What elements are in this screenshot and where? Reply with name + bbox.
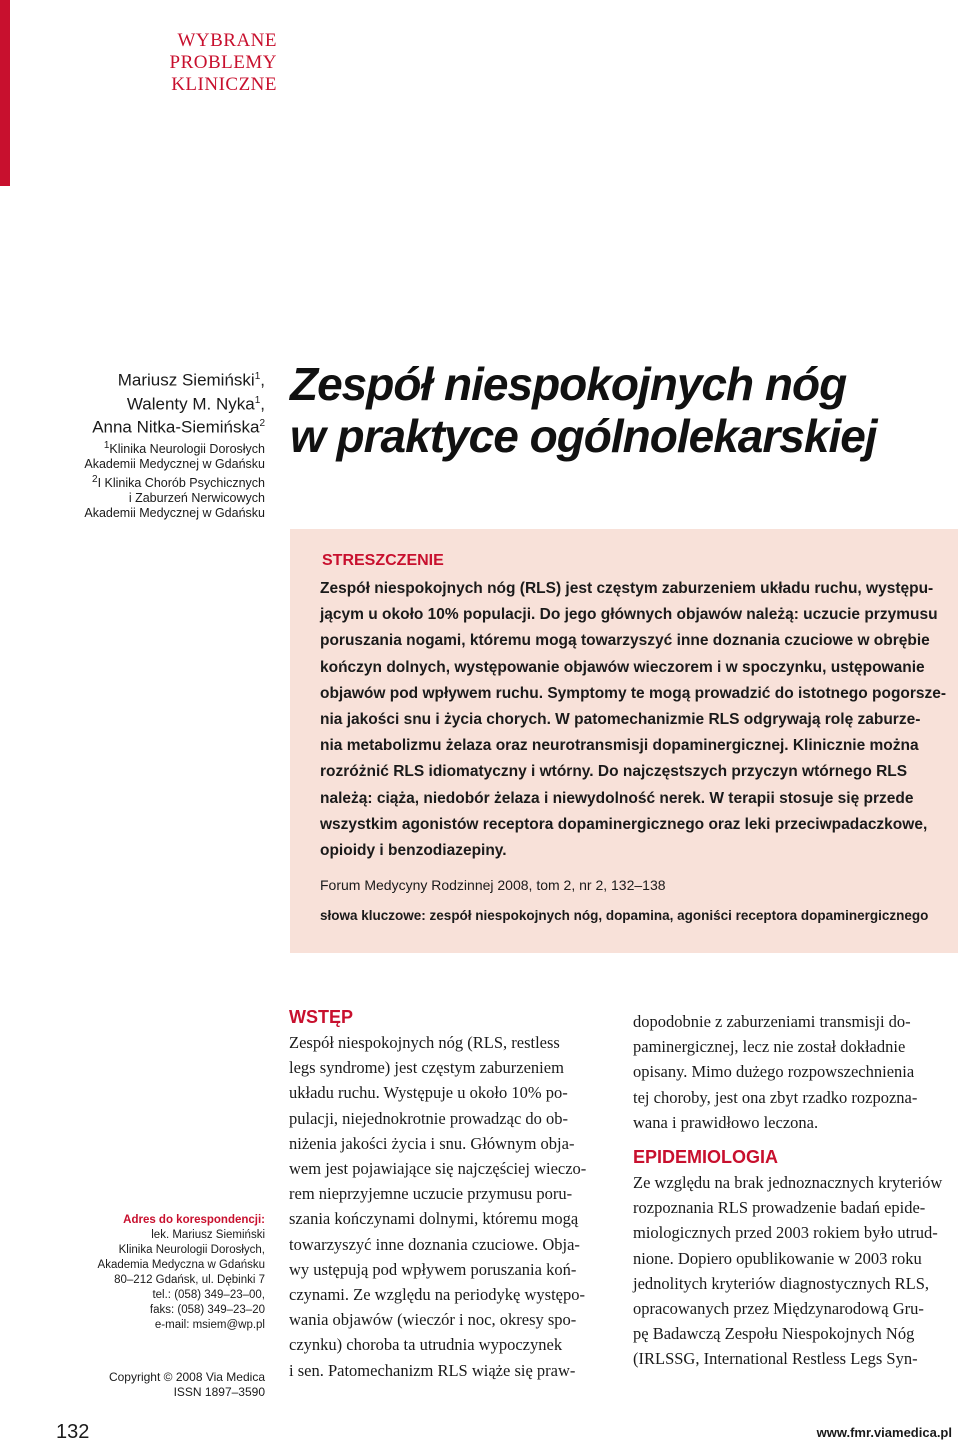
title-line: Zespół niespokojnych nóg [290, 358, 847, 410]
body-line: układu ruchu. Występuje u około 10% po- [289, 1083, 568, 1103]
affiliation-line: Akademii Medycznej w Gdańsku [84, 506, 265, 521]
body-line: i sen. Patomechanizm RLS wiąże się praw- [289, 1360, 576, 1380]
body-line: legs syndrome) jest częstym zaburzeniem [289, 1058, 564, 1078]
body-line: rozpoznania RLS prowadzenie badań epide- [633, 1198, 926, 1218]
body-line: czynami. Ze względu na periodykę występo- [289, 1285, 585, 1305]
affiliation-line: i Zaburzeń Nerwicowych [128, 491, 265, 506]
body-line: pę Badawczą Zespołu Niespokojnych Nóg [633, 1324, 915, 1344]
section-heading-epidemiologia: EPIDEMIOLOGIA [633, 1147, 779, 1168]
title-line: w praktyce ogólnolekarskiej [290, 410, 877, 462]
correspondence-email: e-mail: msiem@wp.pl [154, 1319, 265, 1331]
copyright-line: Copyright © 2008 Via Medica [108, 1370, 265, 1384]
correspondence-line: lek. Mariusz Siemiński [151, 1229, 265, 1241]
section-label-line: WYBRANE [177, 30, 277, 51]
body-column-2 [633, 1009, 959, 1372]
article-title [290, 358, 930, 462]
body-line: opisany. Mimo dużego rozpowszechnienia [633, 1062, 915, 1082]
section-label-line: KLINICZNE [171, 74, 277, 95]
body-line: rem nieprzyjemne uczucie przymusu poru- [289, 1184, 573, 1204]
correspondence-line: Klinika Neurologii Dorosłych, [118, 1244, 265, 1256]
keywords-label: słowa kluczowe: [320, 908, 426, 923]
body-line: dopodobnie z zaburzeniami transmisji do- [633, 1012, 911, 1031]
keywords-list: zespół niespokojnych nóg, dopamina, agoniści receptora dopaminergicznego [429, 908, 929, 923]
abstract-line: należą: ciąża, niedobór żelaza i niewydolność nerek. W terapii stosuje się przede [320, 789, 914, 807]
body-line: opracowanych przez Międzynarodową Gru- [633, 1299, 924, 1319]
abstract-line: nia jakości snu i życia chorych. W patomechanizmie RLS odgrywają rolę zaburze- [320, 711, 921, 729]
body-line: Zespół niespokojnych nóg (RLS, restless [289, 1033, 560, 1052]
author-line: Mariusz Siemiński$^1$, [117, 370, 265, 390]
correspondence-line: 80–212 Gdańsk, ul. Dębinki 7 [114, 1274, 265, 1286]
body-line: paminergicznej, lecz nie został dokładnie [633, 1037, 906, 1057]
section-label [140, 30, 277, 96]
keywords [320, 908, 928, 923]
section-label-line: PROBLEMY [169, 52, 277, 73]
abstract-line: jącym u około 10% populacji. Do jego głównych objawów należą: uczucie przymusu [320, 606, 938, 624]
body-line: (IRLSSG, International Restless Legs Syn- [633, 1349, 918, 1369]
author-line: Anna Nitka-Siemińska$^2$ [92, 417, 265, 437]
body-column-1 [289, 1005, 615, 1383]
body-line: pulacji, niejednokrotnie prowadząc do ob- [289, 1108, 569, 1128]
body-line: towarzyszyć inne doznania czuciowe. Obja- [289, 1234, 580, 1254]
author-line: Walenty M. Nyka$^1$, [126, 394, 265, 414]
body-line: nione. Dopiero opublikowanie w 2003 roku [633, 1248, 922, 1268]
abstract-line: opioidy i benzodiazepiny. [320, 842, 507, 860]
affiliation-line: $^1$Klinika Neurologii Dorosłych [103, 439, 265, 457]
abstract-line: kończyn dolnych, występowanie objawów wieczorem i w spoczynku, ustępowanie [320, 658, 925, 676]
correspondence-block [60, 1213, 265, 1333]
citation: Forum Medycyny Rodzinnej 2008, tom 2, nr 2, 132–138 [320, 877, 666, 893]
abstract-line: objawów pod wpływem ruchu. Symptomy te mogą prowadzić do istotnego pogorsze- [320, 684, 947, 702]
body-line: wania objawów (wieczór i noc, okresy spo- [289, 1310, 577, 1330]
abstract-line: rozróżnić RLS idiomatyczny i wtórny. Do najczęstszych przyczyn wtórnego RLS [320, 763, 908, 781]
abstract-line: nia metabolizmu żelaza oraz neurotransmisji dopaminergicznej. Klinicznie można [320, 737, 919, 755]
body-line: miologicznych przed 2003 rokiem było utrud- [633, 1223, 938, 1243]
correspondence-heading: Adres do korespondencji: [123, 1214, 265, 1226]
body-line: niżenia jakości życia i snu. Głównym obja- [289, 1133, 575, 1153]
correspondence-line: tel.: (058) 349–23–00, [152, 1289, 265, 1301]
abstract-heading: STRESZCZENIE [322, 552, 444, 569]
copyright-block [60, 1370, 265, 1400]
abstract-line: poruszania nogami, któremu mogą towarzyszyć inne doznania czuciowe w obrębie [320, 632, 930, 650]
correspondence-line: Akademia Medyczna w Gdańsku [97, 1259, 265, 1271]
abstract-line: wszystkim agonistów receptora dopaminergicznego oraz leki przeciwpadaczkowe, [320, 815, 928, 833]
issn-line: ISSN 1897–3590 [173, 1385, 265, 1399]
section-heading-wstep: WSTĘP [289, 1007, 354, 1027]
affiliation-line: Akademii Medycznej w Gdańsku [84, 457, 265, 472]
authors-block [60, 367, 265, 521]
website-link[interactable]: www.fmr.viamedica.pl [816, 1425, 952, 1440]
body-line: wem jest pojawiające się najczęściej wieczo- [289, 1159, 587, 1179]
body-line: wy ustępują pod wpływem poruszania koń- [289, 1259, 577, 1279]
body-line: szania kończynami dolnymi, któremu mogą [289, 1209, 579, 1229]
body-line: Ze względu na brak jednoznacznych kryteriów [633, 1173, 943, 1193]
correspondence-line: faks: (058) 349–23–20 [149, 1304, 265, 1316]
affiliation-line: $^2$I Klinika Chorób Psychicznych [92, 474, 265, 491]
abstract-text [320, 576, 947, 864]
body-line: czynku) choroba ta utrudnia wypoczynek [289, 1335, 563, 1355]
body-line: tej choroby, jest ona zbyt rzadko rozpozna- [633, 1087, 918, 1107]
abstract-line: Zespół niespokojnych nóg (RLS) jest częstym zaburzeniem układu ruchu, występu- [320, 580, 934, 597]
body-line: wana i prawidłowo leczona. [633, 1112, 819, 1132]
body-line: jednolitych kryteriów diagnostycznych RLS, [633, 1273, 930, 1293]
page-number: 132 [56, 1421, 90, 1443]
